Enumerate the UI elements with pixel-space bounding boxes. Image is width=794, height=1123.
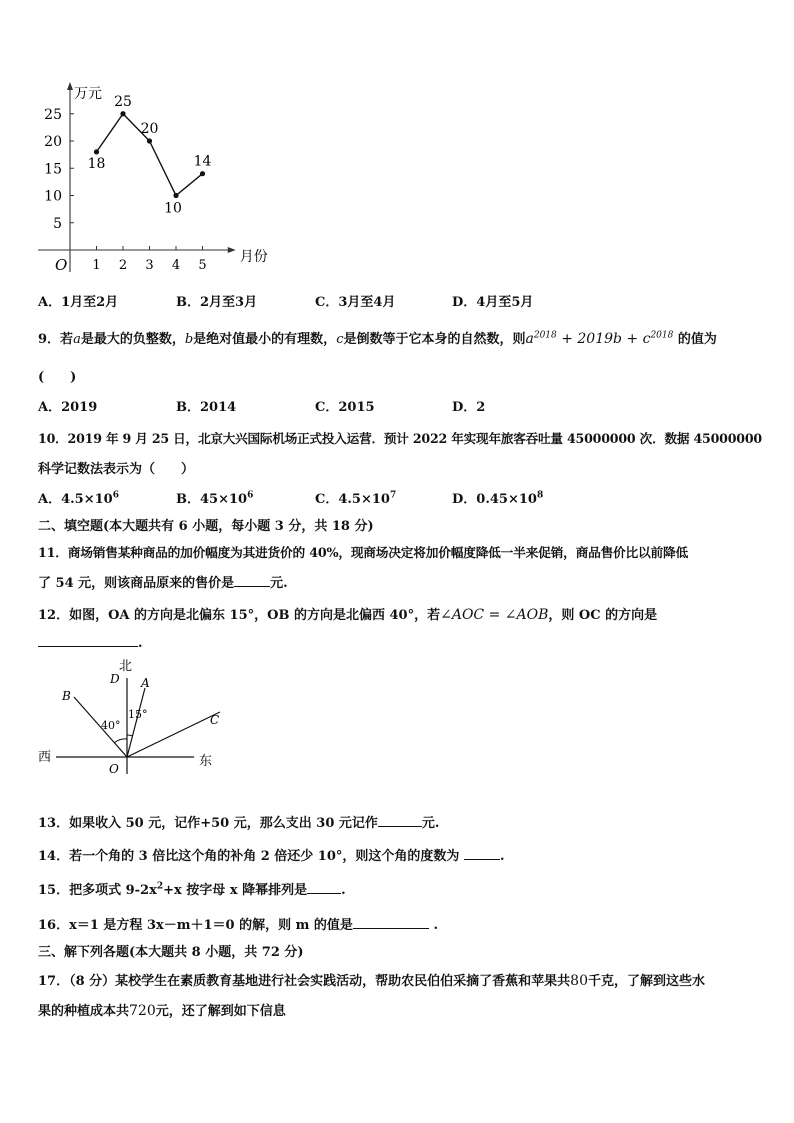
label-angle-40: 40° (101, 719, 121, 732)
x-axis-arrow (228, 247, 236, 253)
q10-line1: 10．2019 年 9 月 25 日，北京大兴国际机场正式投入运营．预计 2022 年实现年旅客吞吐量 45000000 次．数据 45000000 (38, 431, 762, 446)
label-angle-15: 15° (128, 708, 148, 721)
ray-oa (127, 688, 145, 757)
y-tick-label: 20 (44, 134, 62, 150)
label-d: D (110, 672, 120, 686)
q9-expression: $a^{2018} + 2019b + c^{2018}$ (525, 330, 674, 347)
q10-option-a: A．$4.5\times 10^6$ (38, 490, 119, 507)
x-axis-label: 月份 (239, 249, 268, 265)
label-c: C (210, 713, 220, 727)
q11-line2: 了 54 元，则该商品原来的售价是 元. (38, 576, 288, 591)
x-tick-label: 4 (171, 258, 181, 273)
q14-answer-blank[interactable] (464, 859, 500, 860)
q9-stem: 9．若a是最大的负整数，b是绝对值最小的有理数，c是倒数等于它本身的自然数，则$a^{2018} + 2019b + c^{2018}$ 的值为 (38, 330, 717, 347)
label-west: 西 (38, 750, 52, 765)
q8-option-d: D．4月至5月 (452, 295, 534, 310)
section-3-heading: 三、解下列各题(本大题共 8 小题，共 72 分) (38, 945, 304, 960)
data-label: 20 (140, 121, 159, 137)
line-chart (28, 78, 278, 278)
q12-stem: 12．如图，OA 的方向是北偏东 15°，OB 的方向是北偏西 40°，若∠AOC = ∠AOB，则 OC 的方向是 (38, 607, 658, 623)
q11-line1: 11．商场销售某种商品的加价幅度为其进货价的 40%，现商场决定将加价幅度降低一半来促销，商品售价比以前降低 (38, 545, 688, 560)
y-tick-label: 25 (44, 106, 62, 123)
y-axis-label: 万元 (74, 86, 102, 102)
q16: 16．x＝1 是方程 3x－m＋1＝0 的解，则 m 的值是 . (38, 918, 438, 933)
q15: 15．把多项式 $9-2x^2+x$ 按字母 x 降幂排列是 . (38, 881, 346, 898)
data-point (200, 171, 205, 176)
y-tick-label: 15 (44, 161, 62, 178)
x-tick-label: 3 (145, 258, 154, 273)
label-b: B (62, 689, 71, 703)
q9-option-d: D．2 (452, 400, 486, 415)
q9-option-c: C．2015 (315, 400, 375, 415)
label-east: 东 (199, 754, 213, 769)
data-label: 10 (164, 200, 182, 217)
q13-answer-blank[interactable] (378, 826, 422, 827)
origin-label: O (55, 256, 68, 274)
compass-figure (34, 656, 224, 781)
q10-option-d: D．$0.45\times 10^8$ (452, 490, 544, 507)
x-tick-label: 1 (92, 258, 101, 273)
label-a: A (141, 676, 150, 690)
data-point (94, 149, 99, 154)
q9-option-a: A．2019 (38, 400, 98, 415)
data-point (173, 193, 178, 198)
q9-option-b: B．2014 (176, 400, 237, 415)
y-tick-label: 5 (53, 215, 62, 232)
label-o: O (109, 762, 119, 776)
q10-option-b: B．$45\times 10^6$ (176, 490, 254, 507)
q8-option-b: B．2月至3月 (176, 295, 258, 310)
y-axis-arrow (67, 82, 73, 90)
q17-line1: 17．（8 分）某校学生在素质教育基地进行社会实践活动，帮助农民伯伯采摘了香蕉和苹果共80千克，了解到这些水 (38, 973, 706, 989)
q8-option-c: C．3月至4月 (315, 295, 396, 310)
q11-answer-blank[interactable] (234, 586, 270, 587)
q14: 14．若一个角的 3 倍比这个角的补角 2 倍还少 10°，则这个角的度数为 . (38, 849, 505, 864)
angle-arc-40 (114, 739, 127, 743)
q17-line2: 果的种植成本共720元，还了解到如下信息 (38, 1003, 286, 1019)
data-label: 14 (193, 153, 212, 170)
q13: 13．如果收入 50 元，记作+50 元，那么支出 30 元记作 元. (38, 816, 440, 831)
data-point (147, 138, 152, 143)
x-tick-label: 2 (118, 258, 128, 273)
q16-answer-blank[interactable] (353, 928, 429, 929)
q12-answer-line: . (38, 636, 143, 651)
q10-option-c: C．$4.5\times 10^7$ (315, 490, 397, 507)
data-label: 25 (114, 93, 132, 110)
label-north: 北 (119, 659, 133, 674)
q8-option-a: A．1月至2月 (38, 295, 119, 310)
q12-answer-blank[interactable] (38, 646, 138, 647)
y-tick-label: 10 (44, 188, 62, 205)
x-tick-label: 5 (198, 258, 207, 273)
data-point (120, 111, 125, 116)
q15-answer-blank[interactable] (307, 893, 341, 894)
section-2-heading: 二、填空题(本大题共有 6 小题，每小题 3 分，共 18 分) (38, 519, 374, 534)
q10-line2: 科学记数法表示为（ ） (38, 462, 195, 477)
q9-paren: ( ) (38, 370, 77, 385)
data-label: 18 (87, 155, 106, 172)
